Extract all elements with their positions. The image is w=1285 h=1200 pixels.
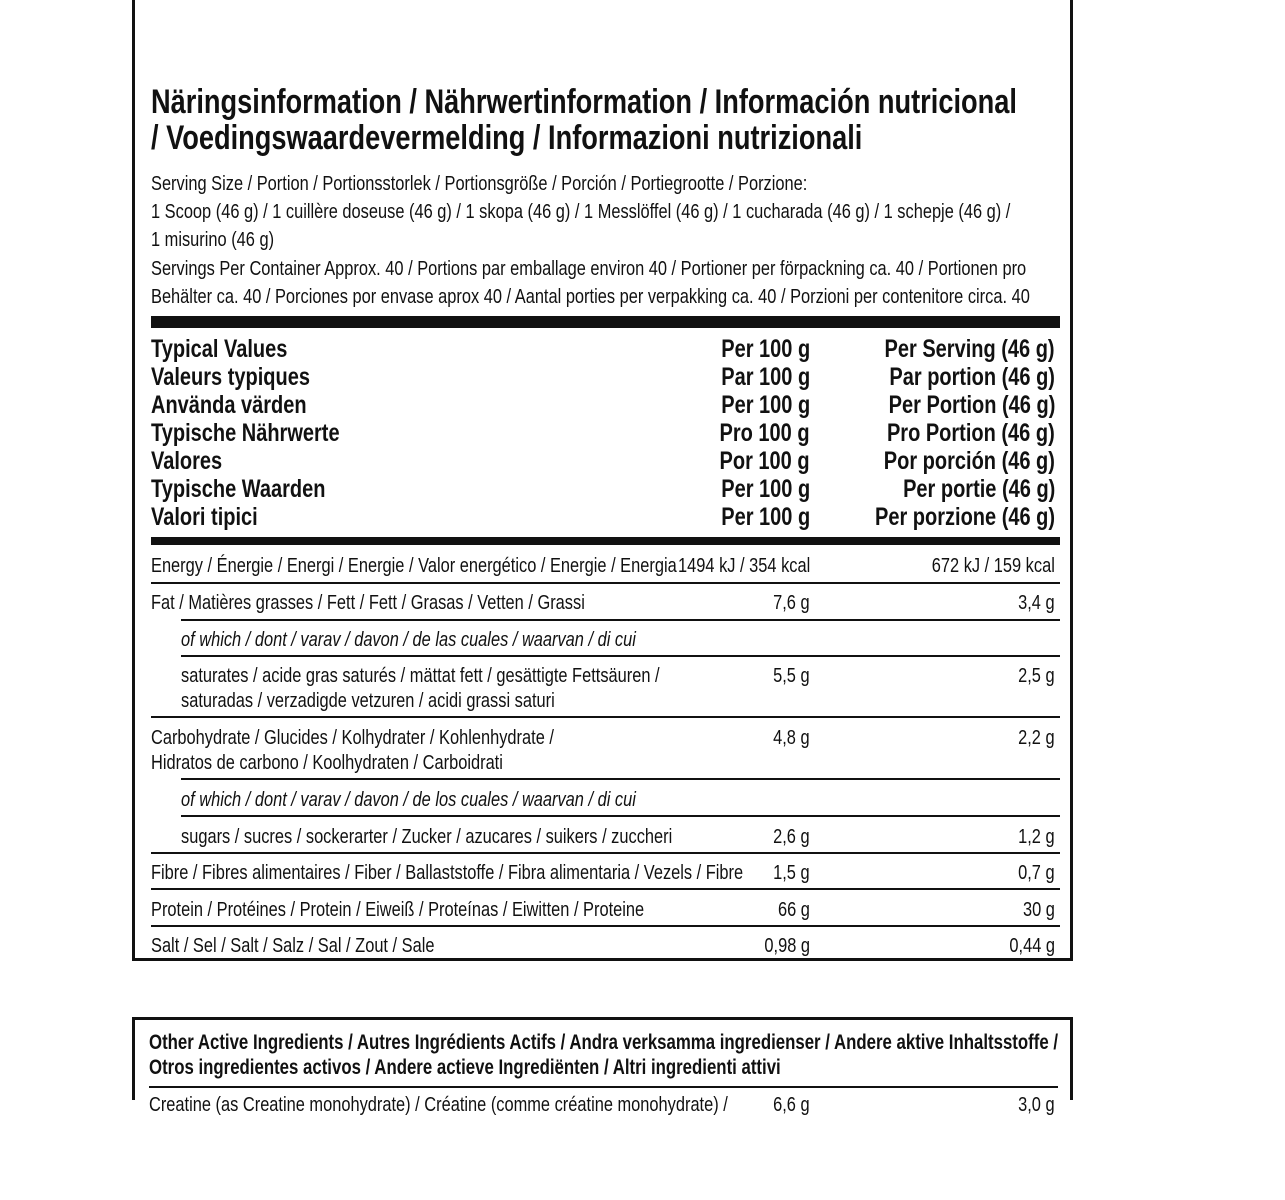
servings-per-container-2: Behälter ca. 40 / Porciones por envase aprox 40 / Aantal porties per verpakking ca. 40 / Porzioni per contenitore circa. 40: [151, 285, 1030, 308]
divider: [151, 582, 1060, 584]
header-label: Typische Waarden: [151, 475, 326, 503]
header-per100: Per 100 g: [721, 475, 810, 503]
salt-per100: 0,98 g: [764, 934, 810, 957]
creatine-per100: 6,6 g: [773, 1093, 810, 1116]
header-serving: Par portion (46 g): [889, 363, 1055, 391]
other-active-title-2: Otros ingredientes activos / Andere actieve Ingrediënten / Altri ingredienti attivi: [149, 1056, 781, 1079]
serving-size-value-2: 1 misurino (46 g): [151, 228, 275, 251]
protein-label: Protein / Protéines / Protein / Eiweiß / Proteínas / Eiwitten / Proteine: [151, 898, 645, 921]
other-active-panel: [132, 1017, 1073, 1116]
carbohydrate-label-2: Hidratos de carbono / Koolhydraten / Carboidrati: [151, 751, 503, 774]
divider: [151, 888, 1060, 890]
header-per100: Per 100 g: [721, 503, 810, 531]
protein-per100: 66 g: [778, 898, 810, 921]
carbohydrate-serving: 2,2 g: [1018, 726, 1055, 749]
fibre-label: Fibre / Fibres alimentaires / Fiber / Ballaststoffe / Fibra alimentaria / Vezels / Fibre: [151, 861, 744, 884]
fat-label: Fat / Matières grasses / Fett / Fett / Grasas / Vetten / Grassi: [151, 591, 585, 614]
header-serving: Per Portion (46 g): [888, 391, 1055, 419]
header-per100: Par 100 g: [721, 363, 810, 391]
serving-size-label: Serving Size / Portion / Portionsstorlek / Portionsgröße / Porción / Portiegrootte / Porzione:: [151, 172, 808, 195]
fat-per100: 7,6 g: [773, 591, 810, 614]
other-active-title-1: Other Active Ingredients / Autres Ingrédients Actifs / Andra verksamma ingredienser / Andere aktive Inhaltsstoffe /: [149, 1031, 1059, 1054]
thick-divider: [151, 316, 1060, 328]
sugars-serving: 1,2 g: [1018, 825, 1055, 848]
nutrition-panel: [132, 0, 1073, 961]
protein-serving: 30 g: [1023, 898, 1055, 921]
fibre-serving: 0,7 g: [1018, 861, 1055, 884]
energy-label: Energy / Énergie / Energi / Energie / Valor energético / Energie / Energia: [151, 554, 677, 577]
fibre-per100: 1,5 g: [773, 861, 810, 884]
salt-serving: 0,44 g: [1009, 934, 1055, 957]
header-serving: Por porción (46 g): [883, 447, 1055, 475]
creatine-label: Creatine (as Creatine monohydrate) / Créatine (comme créatine monohydrate) /: [149, 1093, 728, 1116]
header-serving: Per porzione (46 g): [874, 503, 1055, 531]
header-label: Typical Values: [151, 335, 288, 363]
divider: [151, 716, 1060, 718]
servings-per-container-1: Servings Per Container Approx. 40 / Portions par emballage environ 40 / Portioner per förpackning ca. 40 / Portionen pro: [151, 257, 1027, 280]
saturates-per100: 5,5 g: [773, 664, 810, 687]
header-label: Valori tipici: [151, 503, 258, 531]
carb-of-which: of which / dont / varav / davon / de los cuales / waarvan / di cui: [181, 788, 636, 811]
divider: [151, 925, 1060, 927]
header-label: Typische Nährwerte: [151, 419, 340, 447]
divider: [181, 778, 1060, 780]
sugars-per100: 2,6 g: [773, 825, 810, 848]
fat-serving: 3,4 g: [1018, 591, 1055, 614]
header-serving: Per portie (46 g): [902, 475, 1055, 503]
carbohydrate-per100: 4,8 g: [773, 726, 810, 749]
serving-size-value-1: 1 Scoop (46 g) / 1 cuillère doseuse (46 g) / 1 skopa (46 g) / 1 Messlöffel (46 g) / 1 cucharada (46 g) / 1 schepje (46 g) /: [151, 200, 1011, 223]
thick-divider: [151, 537, 1060, 545]
salt-label: Salt / Sel / Salt / Salz / Sal / Zout / Sale: [151, 934, 435, 957]
header-serving: Pro Portion (46 g): [887, 419, 1055, 447]
sugars-label: sugars / sucres / sockerarter / Zucker / azucares / suikers / zuccheri: [181, 825, 673, 848]
divider: [181, 619, 1060, 621]
divider: [181, 815, 1060, 817]
creatine-serving: 3,0 g: [1018, 1093, 1055, 1116]
saturates-label-1: saturates / acide gras saturés / mättat fett / gesättigte Fettsäuren /: [181, 664, 660, 687]
saturates-serving: 2,5 g: [1018, 664, 1055, 687]
divider: [181, 655, 1060, 657]
header-per100: Per 100 g: [721, 335, 810, 363]
saturates-label-2: saturadas / verzadigde vetzuren / acidi grassi saturi: [181, 689, 555, 712]
energy-per100: 1494 kJ / 354 kcal: [677, 554, 810, 577]
header-label: Använda värden: [151, 391, 307, 419]
title-line-2: / Voedingswaardevermelding / Informazioni nutrizionali: [151, 119, 863, 157]
carbohydrate-label-1: Carbohydrate / Glucides / Kolhydrater / Kohlenhydrate /: [151, 726, 554, 749]
fat-of-which: of which / dont / varav / davon / de las cuales / waarvan / di cui: [181, 628, 636, 651]
header-per100: Per 100 g: [721, 391, 810, 419]
divider: [151, 852, 1060, 854]
title-line-1: Näringsinformation / Nährwertinformation / Información nutricional: [151, 83, 1017, 121]
energy-serving: 672 kJ / 159 kcal: [931, 554, 1055, 577]
divider: [149, 1086, 1058, 1088]
header-label: Valores: [151, 447, 223, 475]
header-per100: Por 100 g: [719, 447, 810, 475]
header-serving: Per Serving (46 g): [884, 335, 1055, 363]
header-per100: Pro 100 g: [719, 419, 810, 447]
header-label: Valeurs typiques: [151, 363, 310, 391]
